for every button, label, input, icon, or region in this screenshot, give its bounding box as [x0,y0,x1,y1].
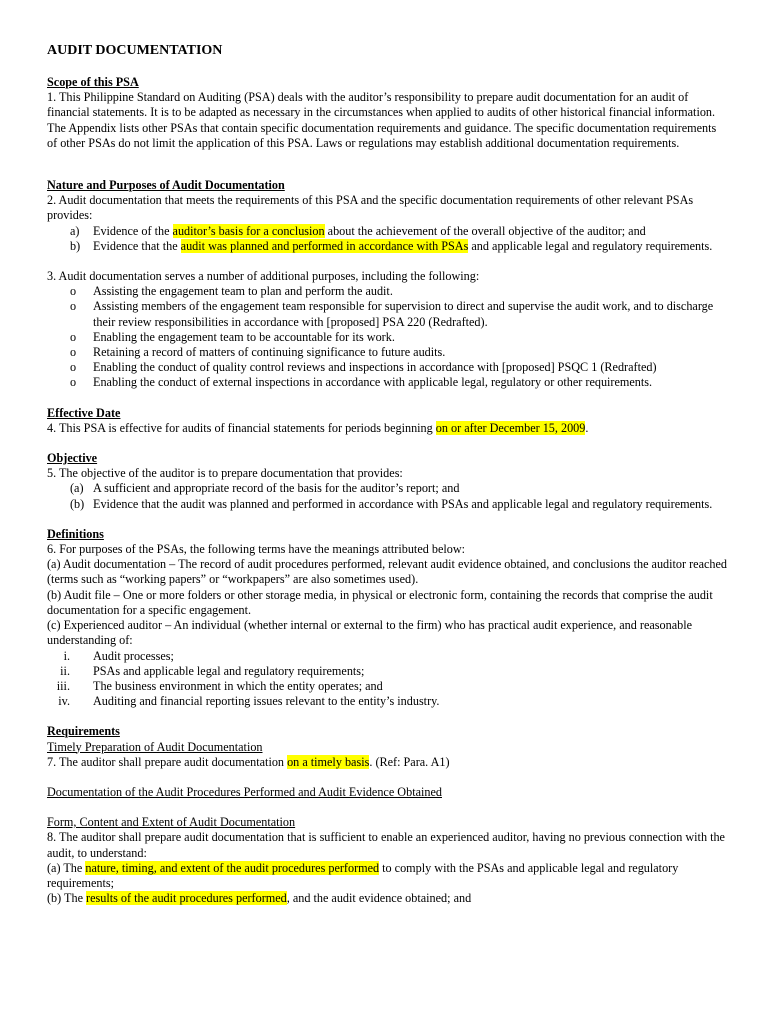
list-item-a: a) Evidence of the auditor’s basis for a conclusion about the achievement of the overall objective of the auditor; and [70,223,646,238]
highlighted-text: on a timely basis [287,754,370,769]
list-item-a: (a) A sufficient and appropriate record of the basis for the auditor’s report; and [70,481,460,496]
paragraph-7: 7. The auditor shall prepare audit documentation on a timely basis. (Ref: Para. A1) [47,754,450,769]
document-page [47,42,727,906]
roman-list-item: iv. Auditing and financial reporting issues relevant to the entity’s industry. [47,694,727,709]
list-marker: i. [63,648,70,663]
highlighted-text: nature, timing, and extent of the audit procedures performed [85,860,380,875]
requirement-a: (a) The nature, timing, and extent of the audit procedures performed to comply with the PSAs and applicable legal and regulatory requirements; [47,860,679,890]
roman-list-item: ii. PSAs and applicable legal and regulatory requirements; [47,664,727,679]
bullet-item: o Assisting members of the engagement team responsible for supervision to direct and supervise the audit work, and to discharge their review responsibilities in accordance with [proposed] PSA 220 (Redrafted). [70,299,714,329]
highlighted-text: on or after December 15, 2009 [435,420,586,435]
highlighted-text: auditor’s basis for a conclusion [172,223,325,238]
requirement-b: (b) The results of the audit procedures performed, and the audit evidence obtained; and [47,891,472,906]
definition-a: (a) Audit documentation – The record of audit procedures performed, relevant audit evidence obtained, and conclusions the auditor reached (terms such as “working papers” or “workpapers” are also sometimes used). [47,557,727,587]
bullet-item: o Retaining a record of matters of continuing significance to future audits. [70,345,446,360]
bullet-marker: o [70,299,77,314]
subheading-form-content-extent: Form, Content and Extent of Audit Documentation [47,815,296,830]
section-heading-requirements: Requirements [47,724,120,739]
subheading-timely-preparation: Timely Preparation of Audit Documentation [47,739,263,754]
paragraph-2: 2. Audit documentation that meets the requirements of this PSA and the specific documentation requirements of other relevant PSAs provides: [47,193,694,223]
list-item-b: (b) Evidence that the audit was planned and performed in accordance with PSAs and applicable legal and regulatory requirements. [70,496,713,511]
bullet-marker: o [70,360,77,375]
bullet-marker: o [70,284,77,299]
list-marker: ii. [60,663,70,678]
section-heading-effective-date: Effective Date [47,405,121,420]
section-heading-definitions: Definitions [47,526,104,541]
list-marker: iii. [56,678,70,693]
highlighted-text: results of the audit procedures performed [86,891,287,906]
roman-list-item: i. Audit processes; [47,649,727,664]
bullet-item: o Enabling the conduct of external inspections in accordance with applicable legal, regulatory or other requirements. [70,375,653,390]
roman-list-item: iii. The business environment in which the entity operates; and [47,679,727,694]
list-marker: iv. [58,694,70,709]
paragraph-6: 6. For purposes of the PSAs, the following terms have the meanings attributed below: [47,542,466,557]
list-marker: a) [70,223,80,238]
list-item-b: b) Evidence that the audit was planned and performed in accordance with PSAs and applicable legal and regulatory requirements. [70,238,713,253]
paragraph-3: 3. Audit documentation serves a number of additional purposes, including the following: [47,269,480,284]
bullet-marker: o [70,329,77,344]
bullet-item: o Enabling the conduct of quality control reviews and inspections in accordance with [proposed] PSQC 1 (Redrafted) [70,360,657,375]
paragraph-1: 1. This Philippine Standard on Auditing (PSA) deals with the auditor’s responsibility to prepare audit documentation for an audit of financial statements. It is to be adapted as necessary in the circumstances when applied to audits of other historical financial information. The Appendix lists other PSAs that contain specific documentation requirements and guidance. The specific documentation requirements of other PSAs do not limit the application of this PSA. Laws or regulations may establish additional documentation requirements. [47,90,717,150]
section-heading-nature: Nature and Purposes of Audit Documentation [47,178,285,193]
highlighted-text: audit was planned and performed in accordance with PSAs [180,238,469,253]
subheading-documentation-of-procedures: Documentation of the Audit Procedures Performed and Audit Evidence Obtained [47,784,442,799]
section-heading-scope: Scope of this PSA [47,75,139,89]
paragraph-5: 5. The objective of the auditor is to prepare documentation that provides: [47,466,403,481]
list-marker: b) [70,238,81,253]
definition-b: (b) Audit file – One or more folders or other storage media, in physical or electronic form, containing the records that comprise the audit documentation for a specific engagement. [47,587,713,617]
definition-c: (c) Experienced auditor – An individual (whether internal or external to the firm) who has practical audit experience, and reasonable understanding of: [47,618,692,648]
document-title: AUDIT DOCUMENTATION [47,43,223,58]
bullet-item: o Assisting the engagement team to plan and perform the audit. [70,284,393,299]
list-marker: (a) [70,481,84,496]
paragraph-8: 8. The auditor shall prepare audit documentation that is sufficient to enable an experienced auditor, having no previous connection with the audit, to understand: [47,830,725,860]
paragraph-4: 4. This PSA is effective for audits of financial statements for periods beginning on or after December 15, 2009. [47,420,589,435]
bullet-marker: o [70,375,77,390]
list-marker: (b) [70,496,85,511]
bullet-item: o Enabling the engagement team to be accountable for its work. [70,329,395,344]
section-heading-objective: Objective [47,451,98,466]
bullet-marker: o [70,345,77,360]
